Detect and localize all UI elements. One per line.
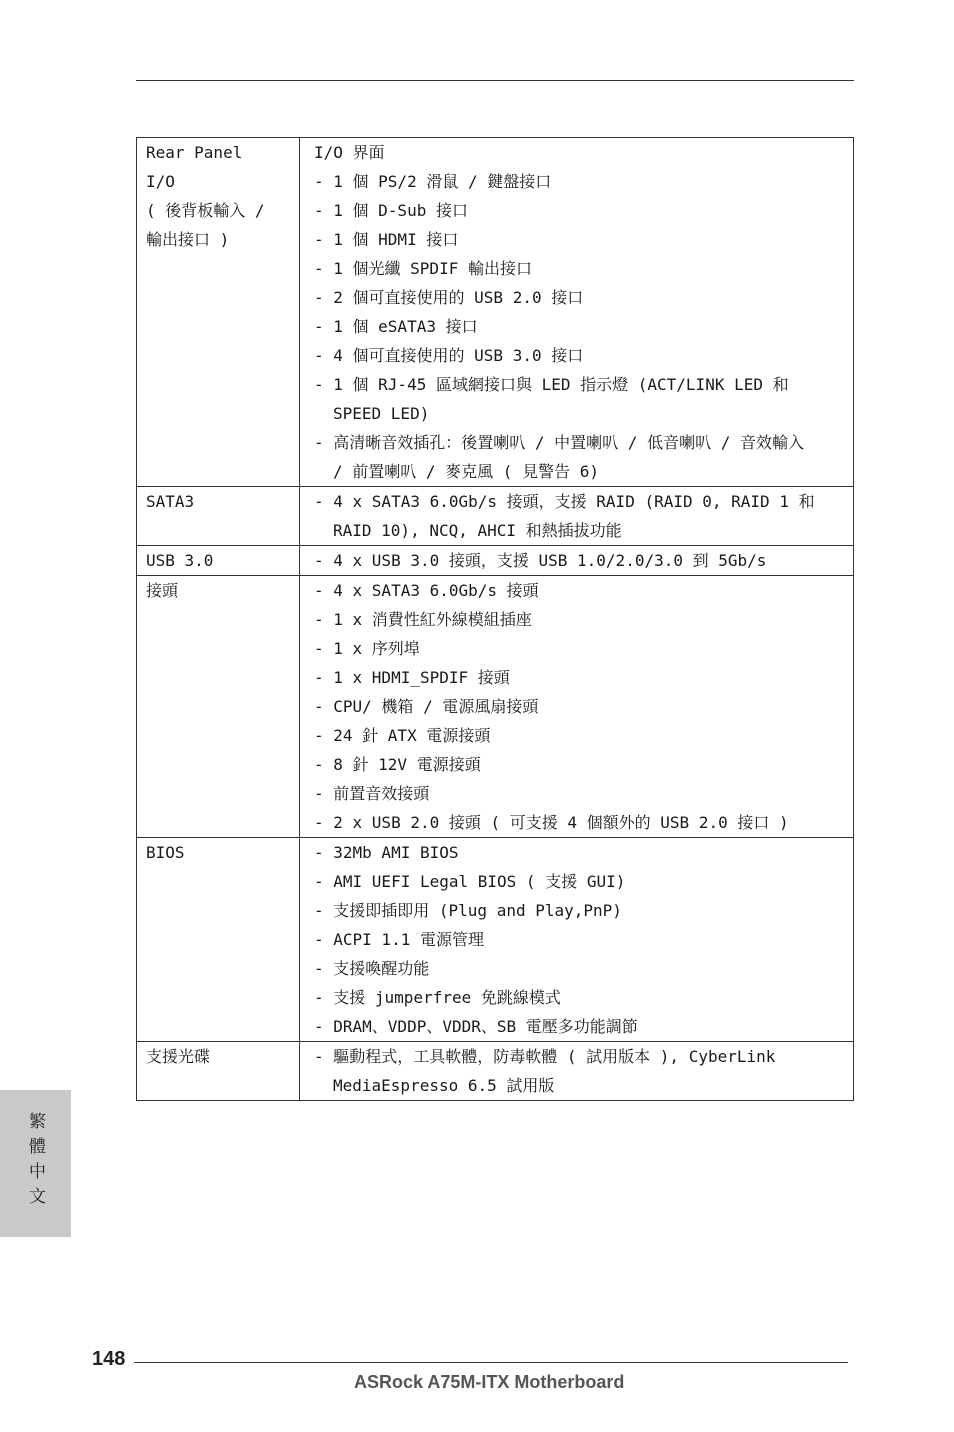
spec-value-line: - 支援 jumperfree 免跳線模式 [314, 988, 561, 1007]
spec-value-line: - 2 個可直接使用的 USB 2.0 接口 [314, 288, 584, 307]
spec-value-line: - 4 x SATA3 6.0Gb/s 接頭，支援 RAID (RAID 0, RAID 1 和 [314, 492, 815, 511]
spec-label-line: I/O [146, 172, 175, 191]
spec-value-line: / 前置喇叭 / 麥克風 ( 見警告 6) [333, 462, 599, 481]
spec-value-line: - ACPI 1.1 電源管理 [314, 930, 484, 949]
spec-row [137, 138, 854, 487]
spec-label-cell [137, 487, 300, 546]
spec-label-line: USB 3.0 [146, 551, 214, 570]
top-rule [136, 80, 854, 81]
language-side-tab-label: 繁體中文 [25, 1112, 45, 1212]
spec-value-cell [300, 487, 854, 546]
spec-value-line: - 1 個 PS/2 滑鼠 / 鍵盤接口 [314, 172, 552, 191]
spec-value-line: - 1 x 序列埠 [314, 639, 420, 658]
spec-value-line: - 支援即插即用 (Plug and Play,PnP) [314, 901, 622, 920]
spec-value-line: - 支援喚醒功能 [314, 959, 430, 978]
spec-value-cell [300, 1042, 854, 1101]
spec-value-line: - 4 個可直接使用的 USB 3.0 接口 [314, 346, 584, 365]
spec-value-line: RAID 10), NCQ, AHCI 和熱插拔功能 [333, 521, 622, 540]
spec-value-line: - 4 x USB 3.0 接頭，支援 USB 1.0/2.0/3.0 到 5Gb/s [314, 551, 767, 570]
spec-value-line: - 32Mb AMI BIOS [314, 843, 459, 862]
spec-value-line: - DRAM、VDDP、VDDR、SB 電壓多功能調節 [314, 1017, 638, 1036]
spec-value-line: - 驅動程式，工具軟體，防毒軟體 ( 試用版本 ), CyberLink [314, 1047, 776, 1066]
spec-label-line: 支援光碟 [146, 1047, 211, 1066]
spec-label-line: Rear Panel [146, 143, 243, 162]
spec-label-cell [137, 1042, 300, 1101]
spec-table [136, 137, 854, 1101]
spec-value-cell [300, 838, 854, 1042]
spec-value-line: - 1 個 eSATA3 接口 [314, 317, 478, 336]
spec-value-line: - 24 針 ATX 電源接頭 [314, 726, 491, 745]
spec-value-line: - 1 個 D-Sub 接口 [314, 201, 468, 220]
spec-value-line: - 4 x SATA3 6.0Gb/s 接頭 [314, 581, 539, 600]
footer-rule [134, 1362, 848, 1363]
spec-value-line: - 8 針 12V 電源接頭 [314, 755, 481, 774]
spec-value-line: - 1 個光纖 SPDIF 輸出接口 [314, 259, 532, 278]
spec-value-line: - 1 個 RJ-45 區域網接口與 LED 指示燈 (ACT/LINK LED 和 [314, 375, 789, 394]
spec-label-line: 輸出接口 ) [146, 230, 230, 249]
spec-label-line: BIOS [146, 843, 185, 862]
footer-title: ASRock A75M-ITX Motherboard [354, 1372, 625, 1392]
spec-label-cell [137, 546, 300, 576]
spec-value-line: - 前置音效接頭 [314, 784, 430, 803]
spec-label-cell [137, 138, 300, 487]
spec-label-line: ( 後背板輸入 / [146, 201, 265, 220]
spec-row [137, 546, 854, 576]
spec-value-cell [300, 138, 854, 487]
spec-value-line: - AMI UEFI Legal BIOS ( 支援 GUI) [314, 872, 626, 891]
spec-label-cell [137, 576, 300, 838]
spec-table-body [137, 138, 854, 1101]
spec-value-line: - 2 x USB 2.0 接頭 ( 可支援 4 個額外的 USB 2.0 接口 ) [314, 813, 789, 832]
spec-label-line: 接頭 [146, 581, 179, 600]
spec-value-cell [300, 546, 854, 576]
spec-row [137, 487, 854, 546]
spec-value-line: - 1 個 HDMI 接口 [314, 230, 459, 249]
spec-value-cell [300, 576, 854, 838]
spec-value-line: - 1 x 消費性紅外線模組插座 [314, 610, 532, 629]
spec-row [137, 576, 854, 838]
spec-row [137, 838, 854, 1042]
spec-label-cell [137, 838, 300, 1042]
spec-value-line: I/O 界面 [314, 143, 385, 162]
spec-value-line: SPEED LED) [333, 404, 430, 423]
spec-row [137, 1042, 854, 1101]
spec-label-line: SATA3 [146, 492, 195, 511]
page-number: 148 [92, 1348, 126, 1370]
spec-value-line: MediaEspresso 6.5 試用版 [333, 1076, 555, 1095]
spec-value-line: - 1 x HDMI_SPDIF 接頭 [314, 668, 510, 687]
spec-value-line: - CPU/ 機箱 / 電源風扇接頭 [314, 697, 539, 716]
spec-value-line: - 高清晰音效插孔：後置喇叭 / 中置喇叭 / 低音喇叭 / 音效輸入 [314, 433, 804, 452]
